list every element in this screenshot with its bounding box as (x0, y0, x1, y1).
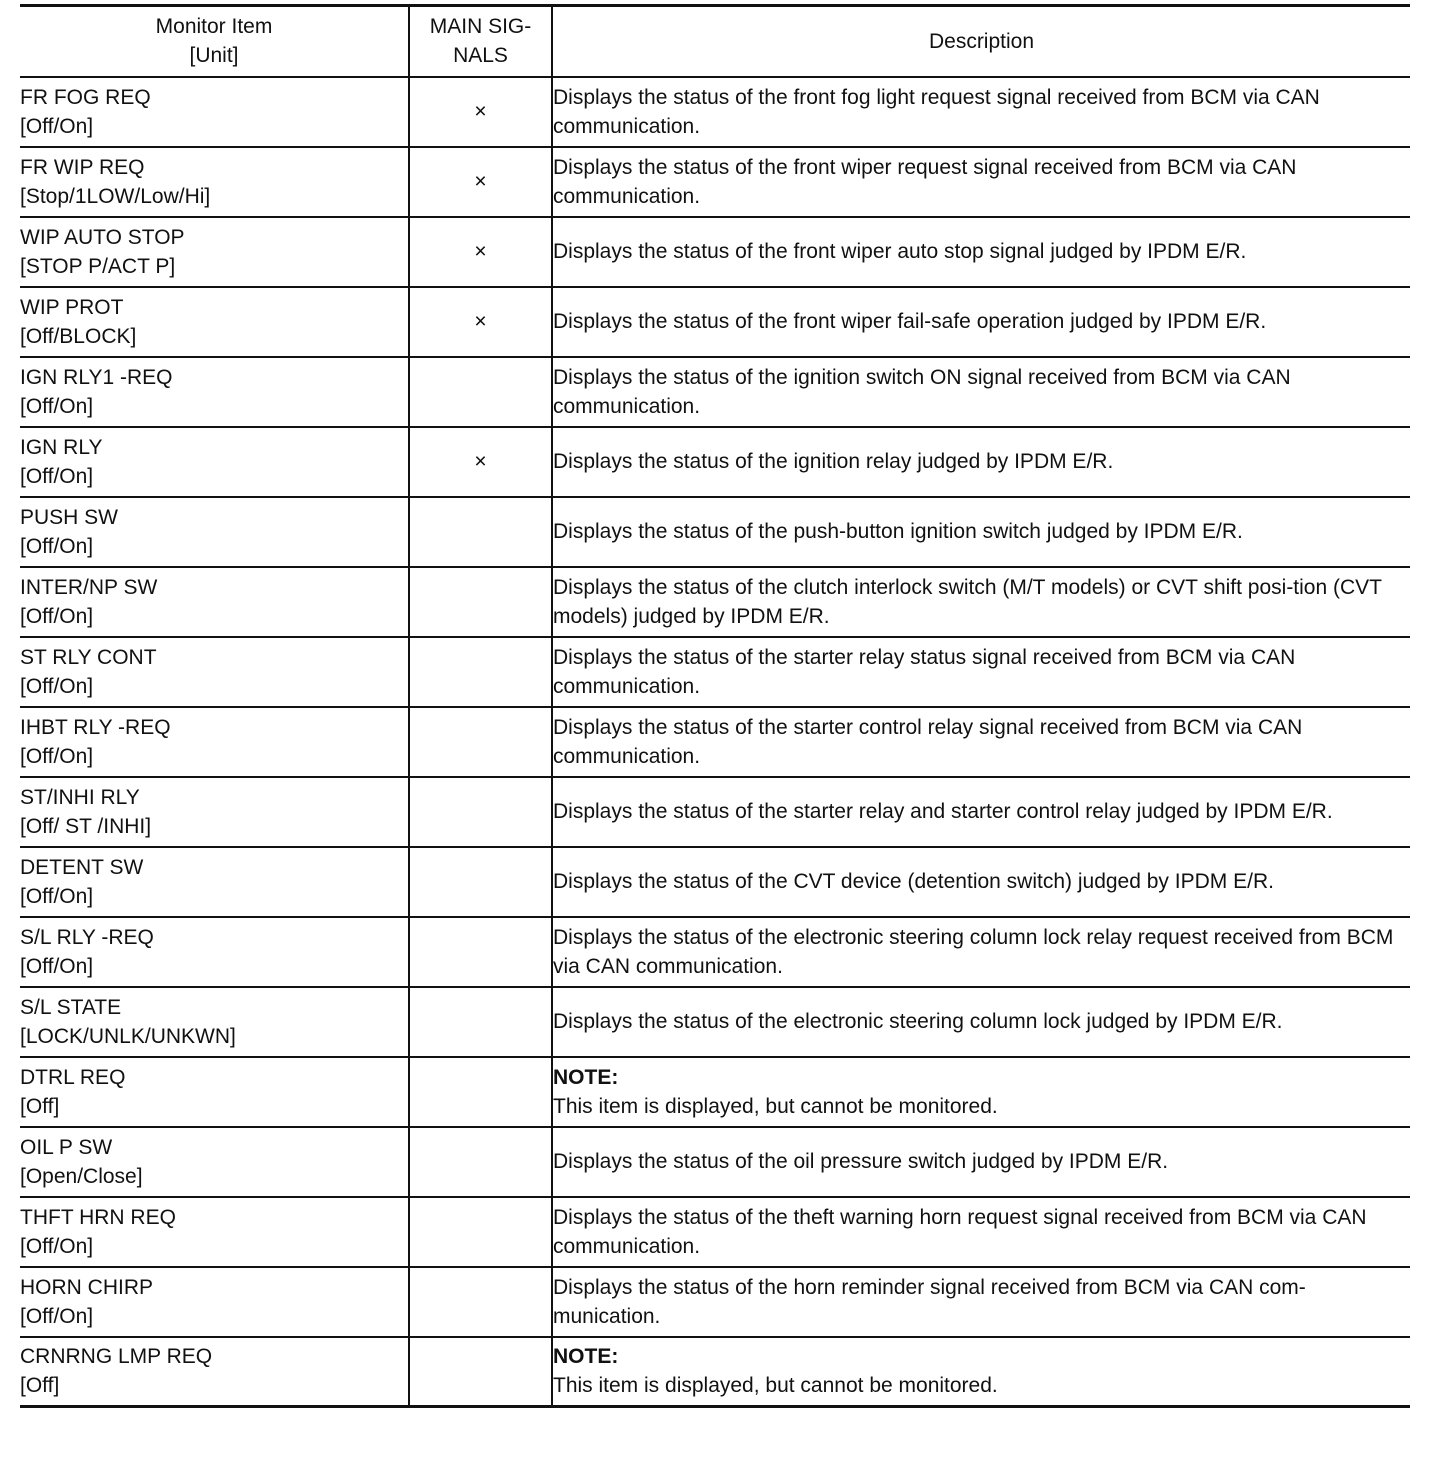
description-text: Displays the status of the horn reminder signal received from BCM via CAN com-munication. (553, 1275, 1306, 1328)
monitor-item-cell (20, 147, 409, 217)
monitor-item-unit: [Off/On] (20, 1234, 94, 1258)
description-text: Displays the status of the clutch interlock switch (M/T models) or CVT shift posi-tion (CVT models) judged by IPDM E/R. (553, 575, 1382, 628)
monitor-item-cell (20, 497, 409, 567)
table-row (20, 637, 1410, 707)
description-cell (552, 637, 1410, 707)
table-row (20, 1337, 1410, 1407)
monitor-item-cell (20, 287, 409, 357)
monitor-item-unit: [Off/BLOCK] (20, 324, 137, 348)
table-row (20, 1197, 1410, 1267)
main-signal-mark (409, 1267, 552, 1337)
monitor-item-cell (20, 1267, 409, 1337)
monitor-item-name: ST RLY CONT (20, 645, 157, 669)
monitor-item-unit: [Off/On] (20, 394, 94, 418)
main-signal-mark: × (409, 77, 552, 147)
description-text: Displays the status of the starter relay and starter control relay judged by IPDM E/R. (553, 800, 1333, 823)
main-signal-mark (409, 847, 552, 917)
description-cell (552, 777, 1410, 847)
monitor-item-cell (20, 567, 409, 637)
monitor-item-name: PUSH SW (20, 505, 119, 529)
monitor-item-name: S/L RLY -REQ (20, 925, 154, 949)
monitor-item-unit: [STOP P/ACT P] (20, 254, 176, 278)
table-row (20, 427, 1410, 497)
monitor-item-unit: [Stop/1LOW/Low/Hi] (20, 184, 211, 208)
monitor-item-cell (20, 777, 409, 847)
description-cell (552, 427, 1410, 497)
description-cell (552, 287, 1410, 357)
monitor-item-unit: [Off/On] (20, 114, 94, 138)
main-signal-mark (409, 987, 552, 1057)
monitor-item-unit: [Off/On] (20, 604, 94, 628)
main-signal-mark: × (409, 217, 552, 287)
monitor-item-cell (20, 987, 409, 1057)
monitor-item-unit: [Off/On] (20, 464, 94, 488)
description-cell (552, 1127, 1410, 1197)
monitor-item-name: CRNRNG LMP REQ (20, 1345, 213, 1369)
main-signal-mark (409, 497, 552, 567)
monitor-item-unit: [Open/Close] (20, 1164, 143, 1188)
monitor-item-name: ST/INHI RLY (20, 785, 140, 809)
note-label: NOTE: (553, 1345, 619, 1369)
header-description: Description (552, 6, 1410, 77)
monitor-item-cell (20, 917, 409, 987)
description-text: Displays the status of the CVT device (detention switch) judged by IPDM E/R. (553, 870, 1274, 893)
description-text: Displays the status of the theft warning horn request signal received from BCM via CAN communication. (553, 1205, 1367, 1258)
monitor-item-name: FR FOG REQ (20, 85, 151, 109)
header-main-signals (409, 6, 552, 77)
monitor-item-cell (20, 1197, 409, 1267)
description-cell (552, 917, 1410, 987)
monitor-item-name: DETENT SW (20, 855, 144, 879)
monitor-item-unit: [Off/ ST /INHI] (20, 814, 152, 838)
main-signal-mark (409, 1057, 552, 1127)
monitor-item-cell (20, 637, 409, 707)
monitor-item-cell (20, 1127, 409, 1197)
monitor-item-unit: [Off] (20, 1094, 60, 1118)
monitor-item-cell (20, 357, 409, 427)
header-main-signals-line1: MAIN SIG- (429, 15, 532, 39)
header-monitor-item-line2: [Unit] (189, 44, 239, 68)
description-cell (552, 567, 1410, 637)
main-signal-mark (409, 777, 552, 847)
description-text: Displays the status of the front wiper fail-safe operation judged by IPDM E/R. (553, 310, 1267, 333)
table-row (20, 497, 1410, 567)
monitor-item-unit: [Off/On] (20, 534, 94, 558)
monitor-item-unit: [LOCK/UNLK/UNKWN] (20, 1024, 236, 1048)
monitor-item-cell (20, 1057, 409, 1127)
description-cell (552, 1337, 1410, 1407)
table-row (20, 987, 1410, 1057)
header-monitor-item-line1: Monitor Item (155, 15, 273, 39)
main-signal-mark: × (409, 147, 552, 217)
header-main-signals-line2: NALS (453, 44, 508, 68)
table-row (20, 77, 1410, 147)
table-row (20, 287, 1410, 357)
monitor-item-name: S/L STATE (20, 995, 122, 1019)
table-row (20, 357, 1410, 427)
description-text: Displays the status of the electronic steering column lock judged by IPDM E/R. (553, 1010, 1283, 1033)
description-text: Displays the status of the front wiper auto stop signal judged by IPDM E/R. (553, 240, 1247, 263)
description-cell (552, 847, 1410, 917)
description-text: Displays the status of the push-button ignition switch judged by IPDM E/R. (553, 520, 1243, 543)
description-cell (552, 1197, 1410, 1267)
monitor-item-name: WIP PROT (20, 295, 124, 319)
main-signal-mark (409, 1127, 552, 1197)
table-row (20, 567, 1410, 637)
table-row (20, 1127, 1410, 1197)
monitor-item-name: THFT HRN REQ (20, 1205, 176, 1229)
description-cell (552, 497, 1410, 567)
monitor-item-name: OIL P SW (20, 1135, 113, 1159)
monitor-item-cell (20, 847, 409, 917)
description-cell (552, 77, 1410, 147)
note-label: NOTE: (553, 1065, 619, 1089)
monitor-item-name: DTRL REQ (20, 1065, 126, 1089)
monitor-item-name: IGN RLY1 -REQ (20, 365, 173, 389)
main-signal-mark: × (409, 287, 552, 357)
monitor-item-name: IGN RLY (20, 435, 103, 459)
description-cell (552, 987, 1410, 1057)
monitor-item-cell (20, 707, 409, 777)
table-row (20, 777, 1410, 847)
table-row (20, 1057, 1410, 1127)
monitor-item-name: HORN CHIRP (20, 1275, 154, 1299)
monitor-item-unit: [Off] (20, 1374, 60, 1398)
table-row (20, 1267, 1410, 1337)
description-cell (552, 1057, 1410, 1127)
monitor-item-unit: [Off/On] (20, 744, 94, 768)
main-signal-mark (409, 567, 552, 637)
description-cell (552, 707, 1410, 777)
header-monitor-item (20, 6, 409, 77)
monitor-item-name: INTER/NP SW (20, 575, 158, 599)
monitor-item-cell (20, 1337, 409, 1407)
description-text: Displays the status of the starter relay status signal received from BCM via CAN communication. (553, 645, 1296, 698)
main-signal-mark: × (409, 427, 552, 497)
description-text: This item is displayed, but cannot be monitored. (553, 1374, 998, 1398)
description-text: Displays the status of the ignition relay judged by IPDM E/R. (553, 450, 1114, 473)
main-signal-mark (409, 637, 552, 707)
main-signal-mark (409, 1197, 552, 1267)
monitor-item-table (20, 4, 1410, 1408)
monitor-item-name: IHBT RLY -REQ (20, 715, 171, 739)
main-signal-mark (409, 357, 552, 427)
monitor-item-unit: [Off/On] (20, 884, 94, 908)
table-row (20, 917, 1410, 987)
description-text: Displays the status of the electronic steering column lock relay request received from BCM via CAN communication. (553, 925, 1394, 978)
description-text: Displays the status of the front fog light request signal received from BCM via CAN communication. (553, 85, 1320, 138)
monitor-item-cell (20, 77, 409, 147)
description-text: Displays the status of the front wiper request signal received from BCM via CAN communication. (553, 155, 1297, 208)
description-cell (552, 357, 1410, 427)
main-signal-mark (409, 917, 552, 987)
description-text: Displays the status of the starter control relay signal received from BCM via CAN communication. (553, 715, 1303, 768)
description-cell (552, 1267, 1410, 1337)
monitor-item-cell (20, 427, 409, 497)
monitor-item-unit: [Off/On] (20, 1304, 94, 1328)
main-signal-mark (409, 707, 552, 777)
monitor-item-name: FR WIP REQ (20, 155, 145, 179)
main-signal-mark (409, 1337, 552, 1407)
monitor-item-unit: [Off/On] (20, 954, 94, 978)
table-row (20, 147, 1410, 217)
description-text: Displays the status of the oil pressure switch judged by IPDM E/R. (553, 1150, 1169, 1173)
monitor-item-unit: [Off/On] (20, 674, 94, 698)
monitor-item-cell (20, 217, 409, 287)
description-cell (552, 217, 1410, 287)
description-text: Displays the status of the ignition switch ON signal received from BCM via CAN communication. (553, 365, 1291, 418)
table-header-row (20, 6, 1410, 77)
table-row (20, 217, 1410, 287)
table-row (20, 847, 1410, 917)
table-row (20, 707, 1410, 777)
description-cell (552, 147, 1410, 217)
description-text: This item is displayed, but cannot be monitored. (553, 1094, 998, 1118)
monitor-item-name: WIP AUTO STOP (20, 225, 185, 249)
